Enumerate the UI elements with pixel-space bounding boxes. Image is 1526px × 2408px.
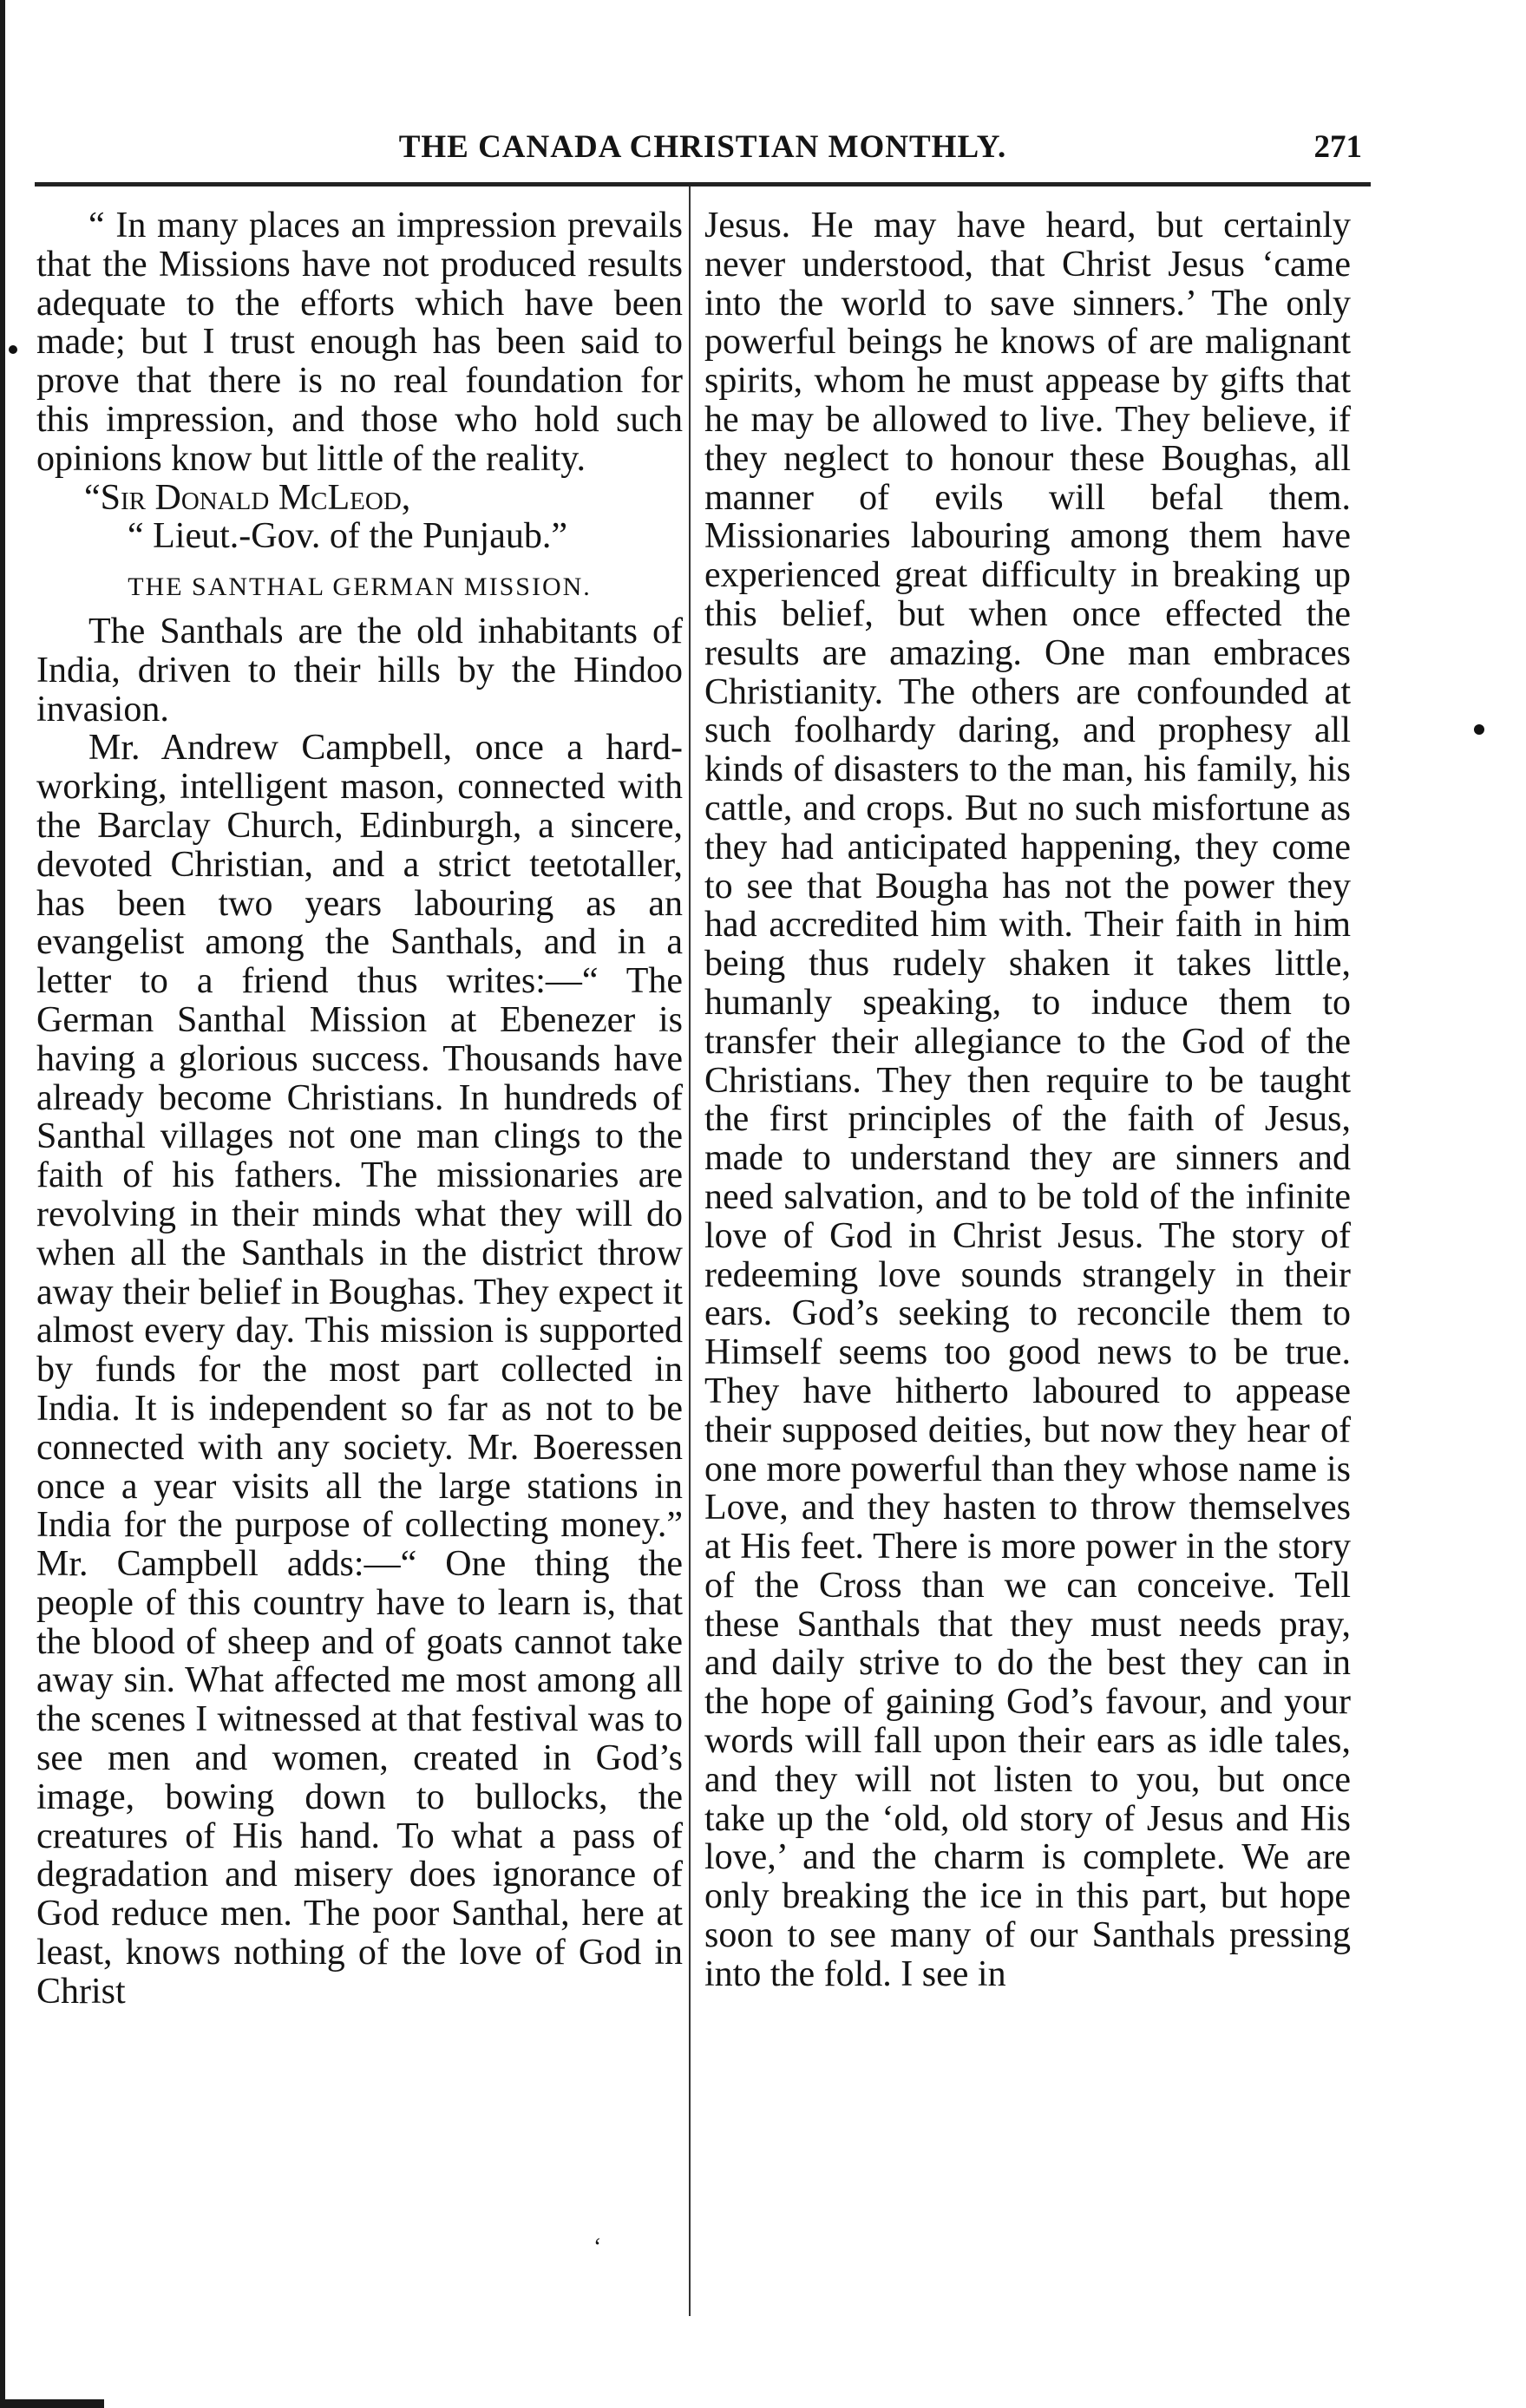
section-heading: THE SANTHAL GERMAN MISSION. bbox=[128, 573, 592, 602]
signature-title: “ Lieut.-Gov. of the Punjaub.” bbox=[128, 516, 567, 557]
body-paragraph: The Santhals are the old inhabitants of India, driven to their hills by the Hindoo invasion. bbox=[36, 611, 683, 730]
margin-speck bbox=[1474, 724, 1484, 735]
left-column bbox=[36, 206, 683, 2012]
body-paragraph: Mr. Andrew Campbell, once a hard-working, intelligent mason, connected with the Barclay Church, Edinburgh, a sincere, devoted Christian, and a strict teetotaller, has been two years labouring as an evangelist among the Santhals, and in a letter to a friend thus writes:—“ The German Santhal Mission at Ebenezer is having a glorious success. Thousands have already become Christians. In hundreds of Santhal villages not one man clings to the faith of his fathers. The missionaries are revolving in their minds what they will do when all the Santhals in the district throw away their belief in Boughas. They expect it almost every day. This mission is supported by funds for the most part collected in India. It is independent so far as not to be connected with any society. Mr. Boeressen once a year visits all the large stations in India for the purpose of collecting money.” Mr. Campbell adds:—“ One thing the people of this country have to learn is, that the blood of sheep and of goats cannot take away sin. What affected me most among all the scenes I witnessed at that festival was to see men and women, created in God’s image, bowing down to bullocks, the creatures of His hand. To what a pass of degradation and misery does ignorance of God reduce men. The poor Santhal, here at least, knows nothing of the love of God in Christ bbox=[36, 728, 683, 2012]
print-mark: ‘ bbox=[593, 2234, 602, 2261]
quote-paragraph: “ In many places an impression prevails that the Missions have not produced results adequate to the efforts which have been made; but I trust enough has been said to prove that there is no real foundation for this impression, and those who hold such opinions know but little of the reality. bbox=[36, 206, 683, 479]
binding-edge bbox=[0, 0, 42, 2408]
page-header bbox=[35, 113, 1371, 186]
column-divider bbox=[689, 186, 691, 2316]
running-title: THE CANADA CHRISTIAN MONTHLY. bbox=[398, 129, 1007, 165]
page-number: 271 bbox=[1313, 129, 1362, 165]
signature-name: “Sir Donald McLeod, bbox=[84, 477, 411, 518]
body-paragraph: Jesus. He may have heard, but certainly never understood, that Christ Jesus ‘came into the world to save sinners.’ The only powerful beings he knows of are malignant spirits, whom he must appease by gifts that he may be allowed to live. They believe, if they neglect to honour these Boughas, all manner of evils will befal them. Missionaries labouring among them have experienced great difficulty in breaking up this belief, but when once effected the results are amazing. One man embraces Christianity. The others are confounded at such foolhardy daring, and prophesy all kinds of disasters to the man, his family, his cattle, and crops. But no such misfortune as they had anticipated happening, they come to see that Bougha has not the power they had accredited him with. Their faith in him being thus rudely shaken it takes little, humanly speaking, to induce them to transfer their allegiance to the God of the Christians. They then require to be taught the first principles of the faith of Jesus, made to understand they are sinners and need salvation, and to be told of the infinite love of God in Christ Jesus. The story of redeeming love sounds strangely in their ears. God’s seeking to reconcile them to Himself seems too good news to be true. They have hitherto laboured to appease their supposed deities, but now they hear of one more powerful than they whose name is Love, and they hasten to throw themselves at His feet. There is more power in the story of the Cross than we can conceive. Tell these Santhals that they must needs pray, and daily strive to do the best they can in the hope of gaining God’s favour, and your words will fall upon their ears as idle tales, and they will not listen to you, but once take up the ‘old, old story of Jesus and His love,’ and the charm is complete. We are only breaking the ice in this part, but hope soon to see many of our Santhals pressing into the fold. I see in bbox=[704, 206, 1351, 1994]
right-column bbox=[704, 206, 1351, 1994]
margin-speck bbox=[9, 345, 17, 354]
